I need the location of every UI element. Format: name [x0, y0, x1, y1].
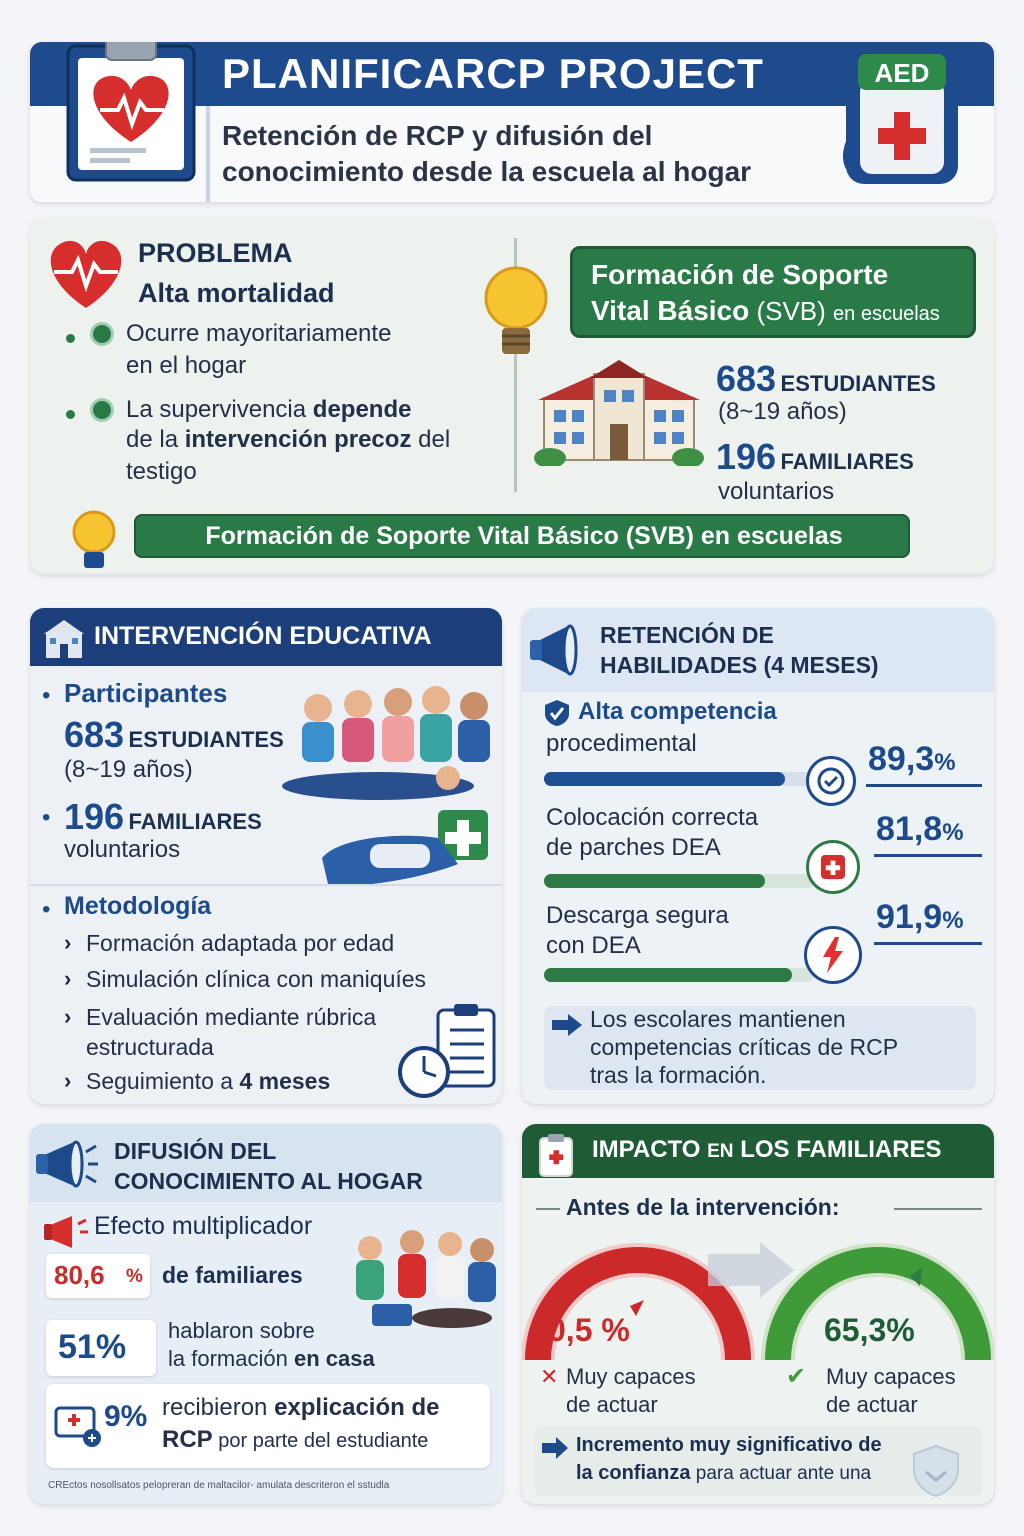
retention-card	[522, 608, 994, 1104]
header-subtitle-2: conocimiento desde la escuela al hogar	[222, 156, 752, 187]
intervention-heading: INTERVENCIÓN EDUCATIVA	[94, 622, 432, 650]
pct3-line2	[162, 1426, 428, 1454]
problem-heading: PROBLEMA	[138, 238, 293, 268]
before-needle	[630, 1300, 644, 1316]
pct2-line1: hablaron sobre	[168, 1318, 315, 1343]
lightbulb-icon	[478, 256, 554, 366]
intervention-family-num: 196	[64, 796, 125, 837]
problem-students-label: ESTUDIANTES	[780, 371, 936, 396]
medical-clipboard-icon	[536, 1132, 576, 1178]
before-rule-right	[894, 1208, 982, 1210]
intervention-students-ages: (8~19 años)	[64, 756, 193, 783]
header-title: PLANIFICARCP PROJECT	[222, 50, 764, 97]
skill2-underline	[874, 854, 982, 857]
diffusion-heading-1: DIFUSIÓN DEL	[114, 1138, 277, 1164]
intervention-family-sub: voluntarios	[64, 836, 181, 863]
check-icon: ✔	[786, 1363, 807, 1390]
skill1-badge-icon	[806, 756, 856, 806]
intervention-students-num: 683	[64, 714, 125, 755]
problem-point1-line2: en el hogar	[126, 352, 247, 379]
problem-point2-text-d: intervención precoz	[184, 426, 412, 453]
intervention-students	[64, 714, 284, 756]
pct2-line2	[168, 1346, 375, 1372]
svb-callout-svb: (SVB)	[749, 296, 834, 326]
skill2-bar-fill	[544, 874, 765, 888]
problem-family-label: FAMILIARES	[780, 449, 914, 474]
heart-pulse-icon	[42, 232, 130, 312]
problem-students-num: 683	[716, 358, 777, 399]
skill3-line2: con DEA	[546, 932, 641, 959]
m2-chevron: ›	[64, 966, 72, 991]
school-building-icon	[534, 358, 704, 466]
before-value: 0,5 %	[548, 1312, 630, 1348]
retention-heading-1: RETENCIÓN DE	[600, 622, 774, 648]
impact-heading-c: LOS FAMILIARES	[733, 1136, 942, 1163]
pct2-line2a: la formación	[168, 1346, 294, 1371]
skill2-line2: de parches DEA	[546, 834, 721, 861]
participants-bullet: •	[42, 682, 51, 709]
skill2-line1: Colocación correcta	[546, 804, 759, 831]
school-small-icon	[42, 616, 86, 660]
impact-note-2b: para actuar ante una	[690, 1463, 872, 1484]
m3-chevron: ›	[64, 1004, 72, 1029]
method-label: Metodología	[64, 892, 212, 920]
header-card	[30, 42, 994, 202]
before-rule-left	[536, 1208, 560, 1210]
problem-family-num: 196	[716, 436, 777, 477]
impact-heading-b: EN	[707, 1141, 734, 1162]
svb-callout-escuelas: en escuelas	[833, 303, 940, 325]
before-caption-2: de actuar	[566, 1392, 658, 1417]
skill3-value	[876, 898, 964, 937]
megaphone-icon	[528, 622, 586, 678]
diffusion-footnote: CREctos nosollsatos pelopreran de maltacilor- amulata descriteron el sstudla	[48, 1480, 390, 1491]
arrow-right-icon	[550, 1012, 584, 1038]
problem-point2-text-c: de la	[126, 426, 185, 453]
pct3-number: 9%	[104, 1400, 148, 1433]
impact-note-2	[576, 1462, 871, 1485]
intervention-family	[64, 796, 262, 838]
problem-point2-line3: testigo	[126, 458, 197, 485]
pct1-number: 80,6	[54, 1260, 105, 1290]
problem-students	[716, 358, 936, 400]
skill3-number: 91,9	[876, 898, 943, 936]
method-bullet: •	[42, 896, 51, 923]
skill1-percent: %	[934, 749, 956, 776]
problem-point2-text-e: del	[411, 426, 451, 453]
method-item-1: Formación adaptada por edad	[86, 930, 395, 956]
problem-point2-text-b: depende	[312, 396, 412, 423]
small-lightbulb-icon	[62, 506, 126, 572]
m4-chevron: ›	[64, 1068, 72, 1093]
method-item-2: Simulación clínica con maniquíes	[86, 966, 427, 992]
impact-gauges	[522, 1220, 994, 1380]
skill3-percent: %	[942, 907, 964, 934]
pct3-line1	[162, 1394, 439, 1422]
retention-note-3: tras la formación.	[590, 1062, 767, 1088]
impact-arrow-icon	[540, 1436, 570, 1460]
before-label: Antes de la intervención:	[566, 1194, 840, 1220]
verified-check-icon	[542, 698, 572, 728]
problem-point2-line2	[126, 426, 450, 454]
shock-bolt-icon	[804, 926, 862, 984]
after-caption-1: Muy capaces	[826, 1364, 956, 1389]
diffusion-heading-2: CONOCIMIENTO AL HOGAR	[114, 1168, 423, 1194]
pct3-line2b: por parte del estudiante	[212, 1430, 429, 1452]
method-item-3a: Evaluación mediante rúbrica	[86, 1004, 377, 1030]
pct3-line1b: explicación de	[274, 1394, 440, 1421]
impact-heading-a: IMPACTO	[592, 1136, 708, 1163]
aed-label: AED	[874, 58, 930, 88]
family-training-icon	[342, 1220, 498, 1332]
before-caption-1: Muy capaces	[566, 1364, 696, 1389]
after-value: 65,3%	[824, 1312, 915, 1348]
megaphone-red-icon	[42, 1214, 90, 1250]
problem-point1-line1: Ocurre mayoritariamente	[126, 320, 392, 347]
aed-trainer-icon	[318, 808, 498, 892]
cpr-training-group-icon	[278, 682, 498, 802]
participants-label: Participantes	[64, 678, 228, 708]
method-item-4	[86, 1068, 330, 1095]
skill1-bar-fill	[544, 772, 785, 786]
effect-label: Efecto multiplicador	[94, 1212, 313, 1240]
aed-device-icon	[842, 50, 962, 188]
retention-note-1: Los escolares mantienen	[590, 1006, 846, 1032]
impact-heading	[592, 1136, 942, 1164]
diffusion-card	[30, 1124, 502, 1504]
intervention-card	[30, 608, 502, 1104]
pct1-label: de familiares	[162, 1262, 303, 1288]
problem-family-sub: voluntarios	[718, 478, 835, 505]
header-subtitle-1: Retención de RCP y difusión del	[222, 120, 653, 151]
cross-icon: ✕	[540, 1364, 559, 1389]
family-bullet: •	[42, 804, 51, 831]
intervention-family-label: FAMILIARES	[128, 809, 262, 834]
pct2-box	[46, 1320, 156, 1376]
problem-family	[716, 436, 914, 478]
problem-subheading: Alta mortalidad	[138, 278, 335, 308]
m1-chevron: ›	[64, 930, 72, 955]
impact-note-1: Incremento muy significativo de	[576, 1434, 882, 1456]
checklist-clock-icon	[394, 1004, 498, 1100]
problem-point1-bullet	[66, 330, 75, 348]
skill3-line1: Descarga segura	[546, 902, 729, 929]
problem-point2-text-a: La supervivencia	[126, 396, 313, 423]
intervention-students-label: ESTUDIANTES	[128, 727, 284, 752]
skill2-number: 81,8	[876, 810, 943, 848]
impact-note-2a: la confianza	[576, 1462, 691, 1484]
monitor-plus-icon	[54, 1404, 104, 1448]
pct3-line1a: recibieron	[162, 1394, 275, 1421]
skill1-number: 89,3	[868, 740, 935, 778]
method-item-4b: 4 meses	[239, 1068, 331, 1094]
clock-icon	[90, 322, 114, 346]
svb-callout-vital: Vital Básico	[591, 295, 750, 326]
pct3-line2a: RCP	[162, 1426, 213, 1453]
svb-callout-line2	[591, 295, 940, 327]
aed-pad-icon	[806, 840, 860, 894]
problem-students-ages: (8~19 años)	[718, 398, 847, 425]
impact-card	[522, 1124, 994, 1504]
target-icon	[90, 398, 114, 422]
pct2-line2b: en casa	[293, 1346, 375, 1371]
retention-heading-2: HABILIDADES (4 MESES)	[600, 652, 879, 678]
retention-header	[522, 608, 994, 692]
problem-point2-bullet	[66, 406, 75, 424]
svb-banner	[134, 514, 910, 558]
retention-note-2: competencias críticas de RCP	[590, 1034, 899, 1060]
pct1-box	[46, 1254, 150, 1298]
problem-card	[30, 218, 994, 574]
skill3-underline	[874, 942, 982, 945]
skill3-bar-fill	[544, 968, 792, 982]
svb-callout	[570, 246, 976, 338]
skill1-line2: procedimental	[546, 730, 697, 757]
after-caption-2: de actuar	[826, 1392, 918, 1417]
skill1-underline	[866, 784, 982, 787]
shield-icon	[908, 1442, 964, 1498]
svb-banner-text: Formación de Soporte Vital Básico (SVB) en escuelas	[205, 522, 843, 550]
skill1-line1: Alta competencia	[578, 698, 777, 725]
header-accent	[206, 106, 210, 202]
skill2-value	[876, 810, 964, 849]
skill1-value	[868, 740, 956, 779]
problem-point2-line1	[126, 396, 411, 424]
megaphone-blue-icon	[34, 1136, 100, 1192]
clipboard-heart-icon	[64, 42, 198, 184]
method-item-4a: Seguimiento a	[86, 1068, 240, 1094]
method-divider	[30, 884, 502, 886]
pct2-number: 51%	[58, 1328, 127, 1366]
svb-callout-line1: Formación de Soporte	[591, 259, 889, 290]
skill2-percent: %	[942, 819, 964, 846]
pct1-sign: %	[126, 1266, 143, 1287]
method-item-3b: estructurada	[86, 1034, 214, 1060]
